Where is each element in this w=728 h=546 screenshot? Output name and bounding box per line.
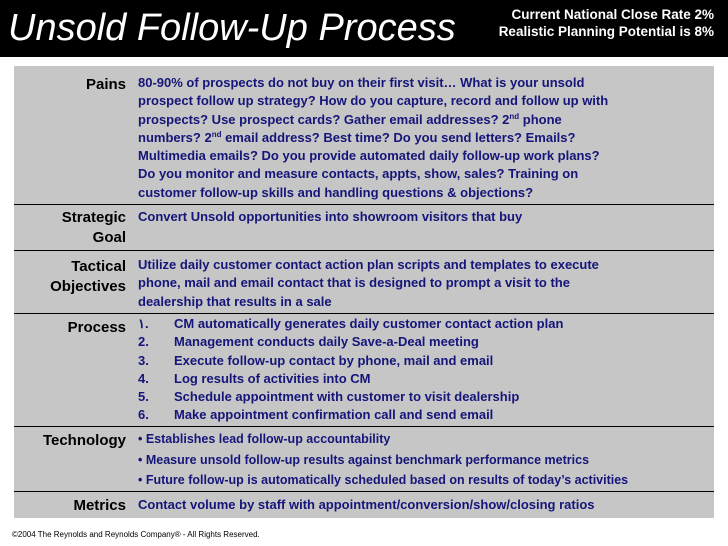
step-number: 3. [138, 352, 149, 368]
copyright-footer: ©2004 The Reynolds and Reynolds Company® - All Rights Reserved. [12, 530, 260, 539]
bullet-text: Future follow-up is automatically scheduled based on results of today’s activities [145, 473, 629, 487]
close-rate-info [499, 6, 714, 40]
step-text: Make appointment confirmation call and send email [174, 407, 494, 423]
current-close-rate: Current National Close Rate 2% [511, 7, 714, 22]
technology-bullet [138, 450, 708, 471]
bullet-text: Establishes lead follow-up accountability [145, 432, 391, 446]
tactical-objectives-label [8, 257, 126, 297]
pains-line-text: numbers? 2 [138, 129, 212, 145]
step-number: 6. [138, 407, 149, 423]
pains-line: Multimedia emails? Do you provide automated daily follow-up work plans? [138, 148, 600, 164]
process-step [138, 406, 708, 424]
process-step [138, 352, 708, 370]
bullet-icon: • [138, 432, 146, 446]
step-number: ١. [138, 316, 149, 331]
process-steps [138, 315, 708, 425]
bullet-text: Measure unsold follow-up results against benchmark performance metrics [145, 453, 590, 467]
tactical-label-line: Tactical [71, 258, 126, 275]
strategic-label-line: Goal [92, 229, 126, 246]
pains-line: Do you monitor and measure contacts, appts, show, sales? Training on [138, 166, 579, 182]
pains-line: customer follow-up skills and handling questions & objections? [138, 184, 534, 200]
header-bar [0, 0, 728, 57]
strategic-goal-content [138, 208, 708, 226]
pains-line [138, 111, 708, 129]
bullet-icon: • [138, 473, 146, 487]
step-text: CM automatically generates daily customer contact action plan [174, 316, 564, 331]
process-step [138, 315, 708, 333]
pains-content [138, 74, 708, 202]
row-divider [14, 204, 714, 205]
strategic-label-line: Strategic [61, 209, 126, 226]
process-step [138, 388, 708, 406]
tactical-line: dealership that results in a sale [138, 293, 332, 309]
metrics-label: Metrics [73, 497, 126, 514]
pains-line [138, 129, 708, 147]
pains-label: Pains [85, 76, 126, 93]
technology-bullets [138, 429, 708, 489]
superscript-nd: nd [509, 111, 520, 121]
tactical-line: Utilize daily customer contact action plan scripts and templates to execute [138, 257, 599, 272]
step-text: Schedule appointment with customer to visit dealership [174, 389, 520, 405]
tactical-line: phone, mail and email contact that is designed to prompt a visit to the [138, 275, 570, 291]
tactical-label-line: Objectives [50, 278, 126, 295]
process-step [138, 333, 708, 351]
planning-potential: Realistic Planning Potential is 8% [498, 24, 714, 39]
row-divider [14, 313, 714, 314]
pains-line-text: prospects? Use prospect cards? Gather email addresses? 2 [138, 111, 510, 127]
step-number: 2. [138, 334, 149, 350]
step-text: Management conducts daily Save-a-Deal meeting [174, 334, 479, 350]
process-label: Process [67, 319, 126, 336]
slide-title: Unsold Follow-Up Process [8, 7, 456, 49]
metrics-content [138, 496, 708, 514]
step-text: Execute follow-up contact by phone, mail and email [174, 352, 494, 368]
technology-bullet [138, 429, 708, 450]
step-text: Log results of activities into CM [174, 370, 371, 386]
technology-bullet [138, 471, 708, 489]
pains-line: 80-90% of prospects do not buy on their first visit… What is your unsold [138, 75, 585, 90]
tactical-objectives-content [138, 256, 708, 311]
strategic-goal-text: Convert Unsold opportunities into showroom visitors that buy [138, 209, 523, 224]
pains-line: prospect follow up strategy? How do you capture, record and follow up with [138, 93, 609, 109]
strategic-goal-label [8, 208, 126, 248]
row-divider [14, 250, 714, 251]
row-divider [14, 426, 714, 427]
pains-line-tail: email address? Best time? Do you send letters? Emails? [221, 129, 576, 145]
bullet-icon: • [138, 453, 146, 467]
step-number: 4. [138, 370, 149, 386]
superscript-nd: nd [211, 129, 222, 139]
technology-label: Technology [42, 432, 126, 449]
metrics-text: Contact volume by staff with appointment/conversion/show/closing ratios [138, 497, 595, 512]
process-step [138, 370, 708, 388]
step-number: 5. [138, 389, 149, 405]
pains-line-tail: phone [519, 111, 562, 127]
row-divider [14, 491, 714, 492]
